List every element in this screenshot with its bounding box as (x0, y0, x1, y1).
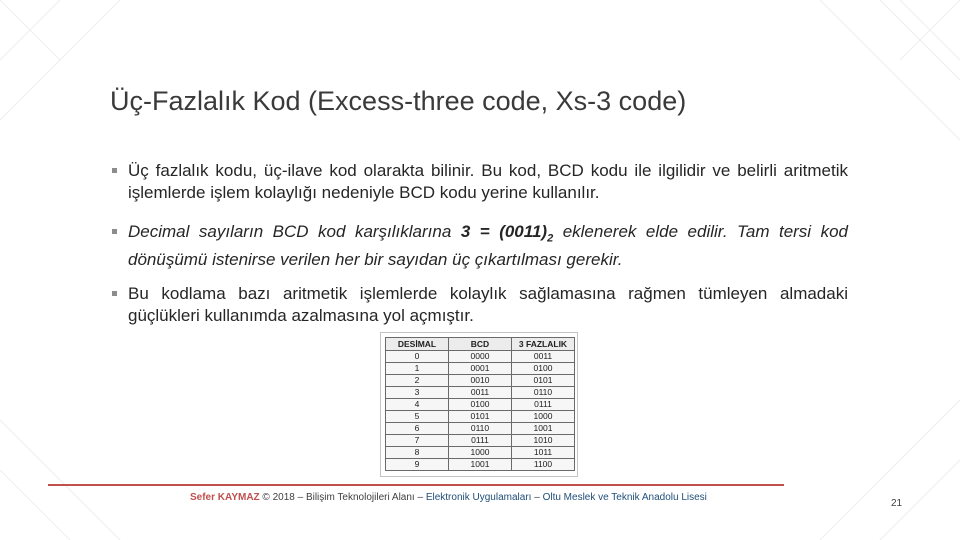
table-row (386, 447, 575, 459)
table-cell: 1010 (512, 435, 575, 447)
square-bullet-icon (112, 168, 117, 173)
code-table (385, 337, 575, 471)
table-cell: 1011 (512, 447, 575, 459)
bullet-subscript: 2 (547, 232, 554, 245)
table-cell: 0000 (449, 351, 512, 363)
table-cell: 0110 (449, 423, 512, 435)
table-header-row (386, 338, 575, 351)
footer-divider (48, 484, 784, 486)
table-cell: 0111 (449, 435, 512, 447)
code-table-image (380, 332, 578, 477)
footer-author: Sefer KAYMAZ (190, 492, 260, 503)
footer-course: Elektronik Uygulamaları (425, 492, 532, 503)
slide-title: Üç-Fazlalık Kod (Excess-three code, Xs-3 code) (110, 86, 687, 116)
bullet-text (128, 221, 848, 271)
table-row (386, 435, 575, 447)
table-cell: 0 (386, 351, 449, 363)
table-cell: 1001 (449, 459, 512, 471)
page-number: 21 (891, 498, 903, 509)
square-bullet-icon (112, 291, 117, 296)
table-cell: 7 (386, 435, 449, 447)
bullet-text: Bu kodlama bazı aritmetik işlemlerde kolaylık sağlamasına rağmen tümleyen almadaki güçlükleri kullanımda azalmasına yol açmıştır. (128, 284, 848, 325)
table-cell: 0010 (449, 375, 512, 387)
table-cell: 1000 (512, 411, 575, 423)
footer-copyright: © 2018 – Bilişim Teknolojileri Alanı – (259, 492, 426, 503)
table-cell: 0111 (512, 399, 575, 411)
bullet-text-part: Decimal sayıların BCD kod karşılıklarına (128, 222, 461, 241)
footer-school: Oltu Meslek ve Teknik Anadolu Lisesi (542, 492, 707, 503)
table-row (386, 411, 575, 423)
bullet-text-part: eklenerek elde edilir. Tam tersi kod dönüşümü istenirse verilen her bir sayıdan üç çıkartılması gerekir. (128, 222, 848, 270)
table-cell: 0011 (449, 387, 512, 399)
table-row (386, 351, 575, 363)
table-cell: 0101 (512, 375, 575, 387)
bullet-item (112, 283, 848, 327)
table-cell: 0110 (512, 387, 575, 399)
table-cell: 1100 (512, 459, 575, 471)
table-cell: 3 (386, 387, 449, 399)
square-bullet-icon (112, 229, 117, 234)
table-cell: 1001 (512, 423, 575, 435)
table-row (386, 399, 575, 411)
table-row (386, 459, 575, 471)
bullet-text: Üç fazlalık kodu, üç-ilave kod olarakta bilinir. Bu kod, BCD kodu ile ilgilidir ve belirli aritmetik işlemlerde işlem kolaylığı nedeniyle BCD kodu yerine kullanılır. (128, 161, 848, 202)
bullet-item (112, 221, 848, 271)
table-row (386, 375, 575, 387)
footer-separator: – (531, 492, 543, 503)
table-cell: 9 (386, 459, 449, 471)
table-cell: 0001 (449, 363, 512, 375)
table-cell: 0100 (449, 399, 512, 411)
table-cell: 2 (386, 375, 449, 387)
table-cell: 1 (386, 363, 449, 375)
column-header: 3 FAZLALIK (512, 338, 575, 351)
column-header: BCD (449, 338, 512, 351)
bullet-emphasis: 3 = (0011) (460, 222, 548, 241)
table-row (386, 363, 575, 375)
table-cell: 8 (386, 447, 449, 459)
table-cell: 0011 (512, 351, 575, 363)
column-header: DESİMAL (386, 338, 449, 351)
table-row (386, 423, 575, 435)
table-cell: 6 (386, 423, 449, 435)
footer-text (190, 492, 790, 503)
table-cell: 5 (386, 411, 449, 423)
table-cell: 1000 (449, 447, 512, 459)
bullet-item (112, 160, 848, 204)
table-cell: 0100 (512, 363, 575, 375)
table-cell: 4 (386, 399, 449, 411)
table-cell: 0101 (449, 411, 512, 423)
table-row (386, 387, 575, 399)
